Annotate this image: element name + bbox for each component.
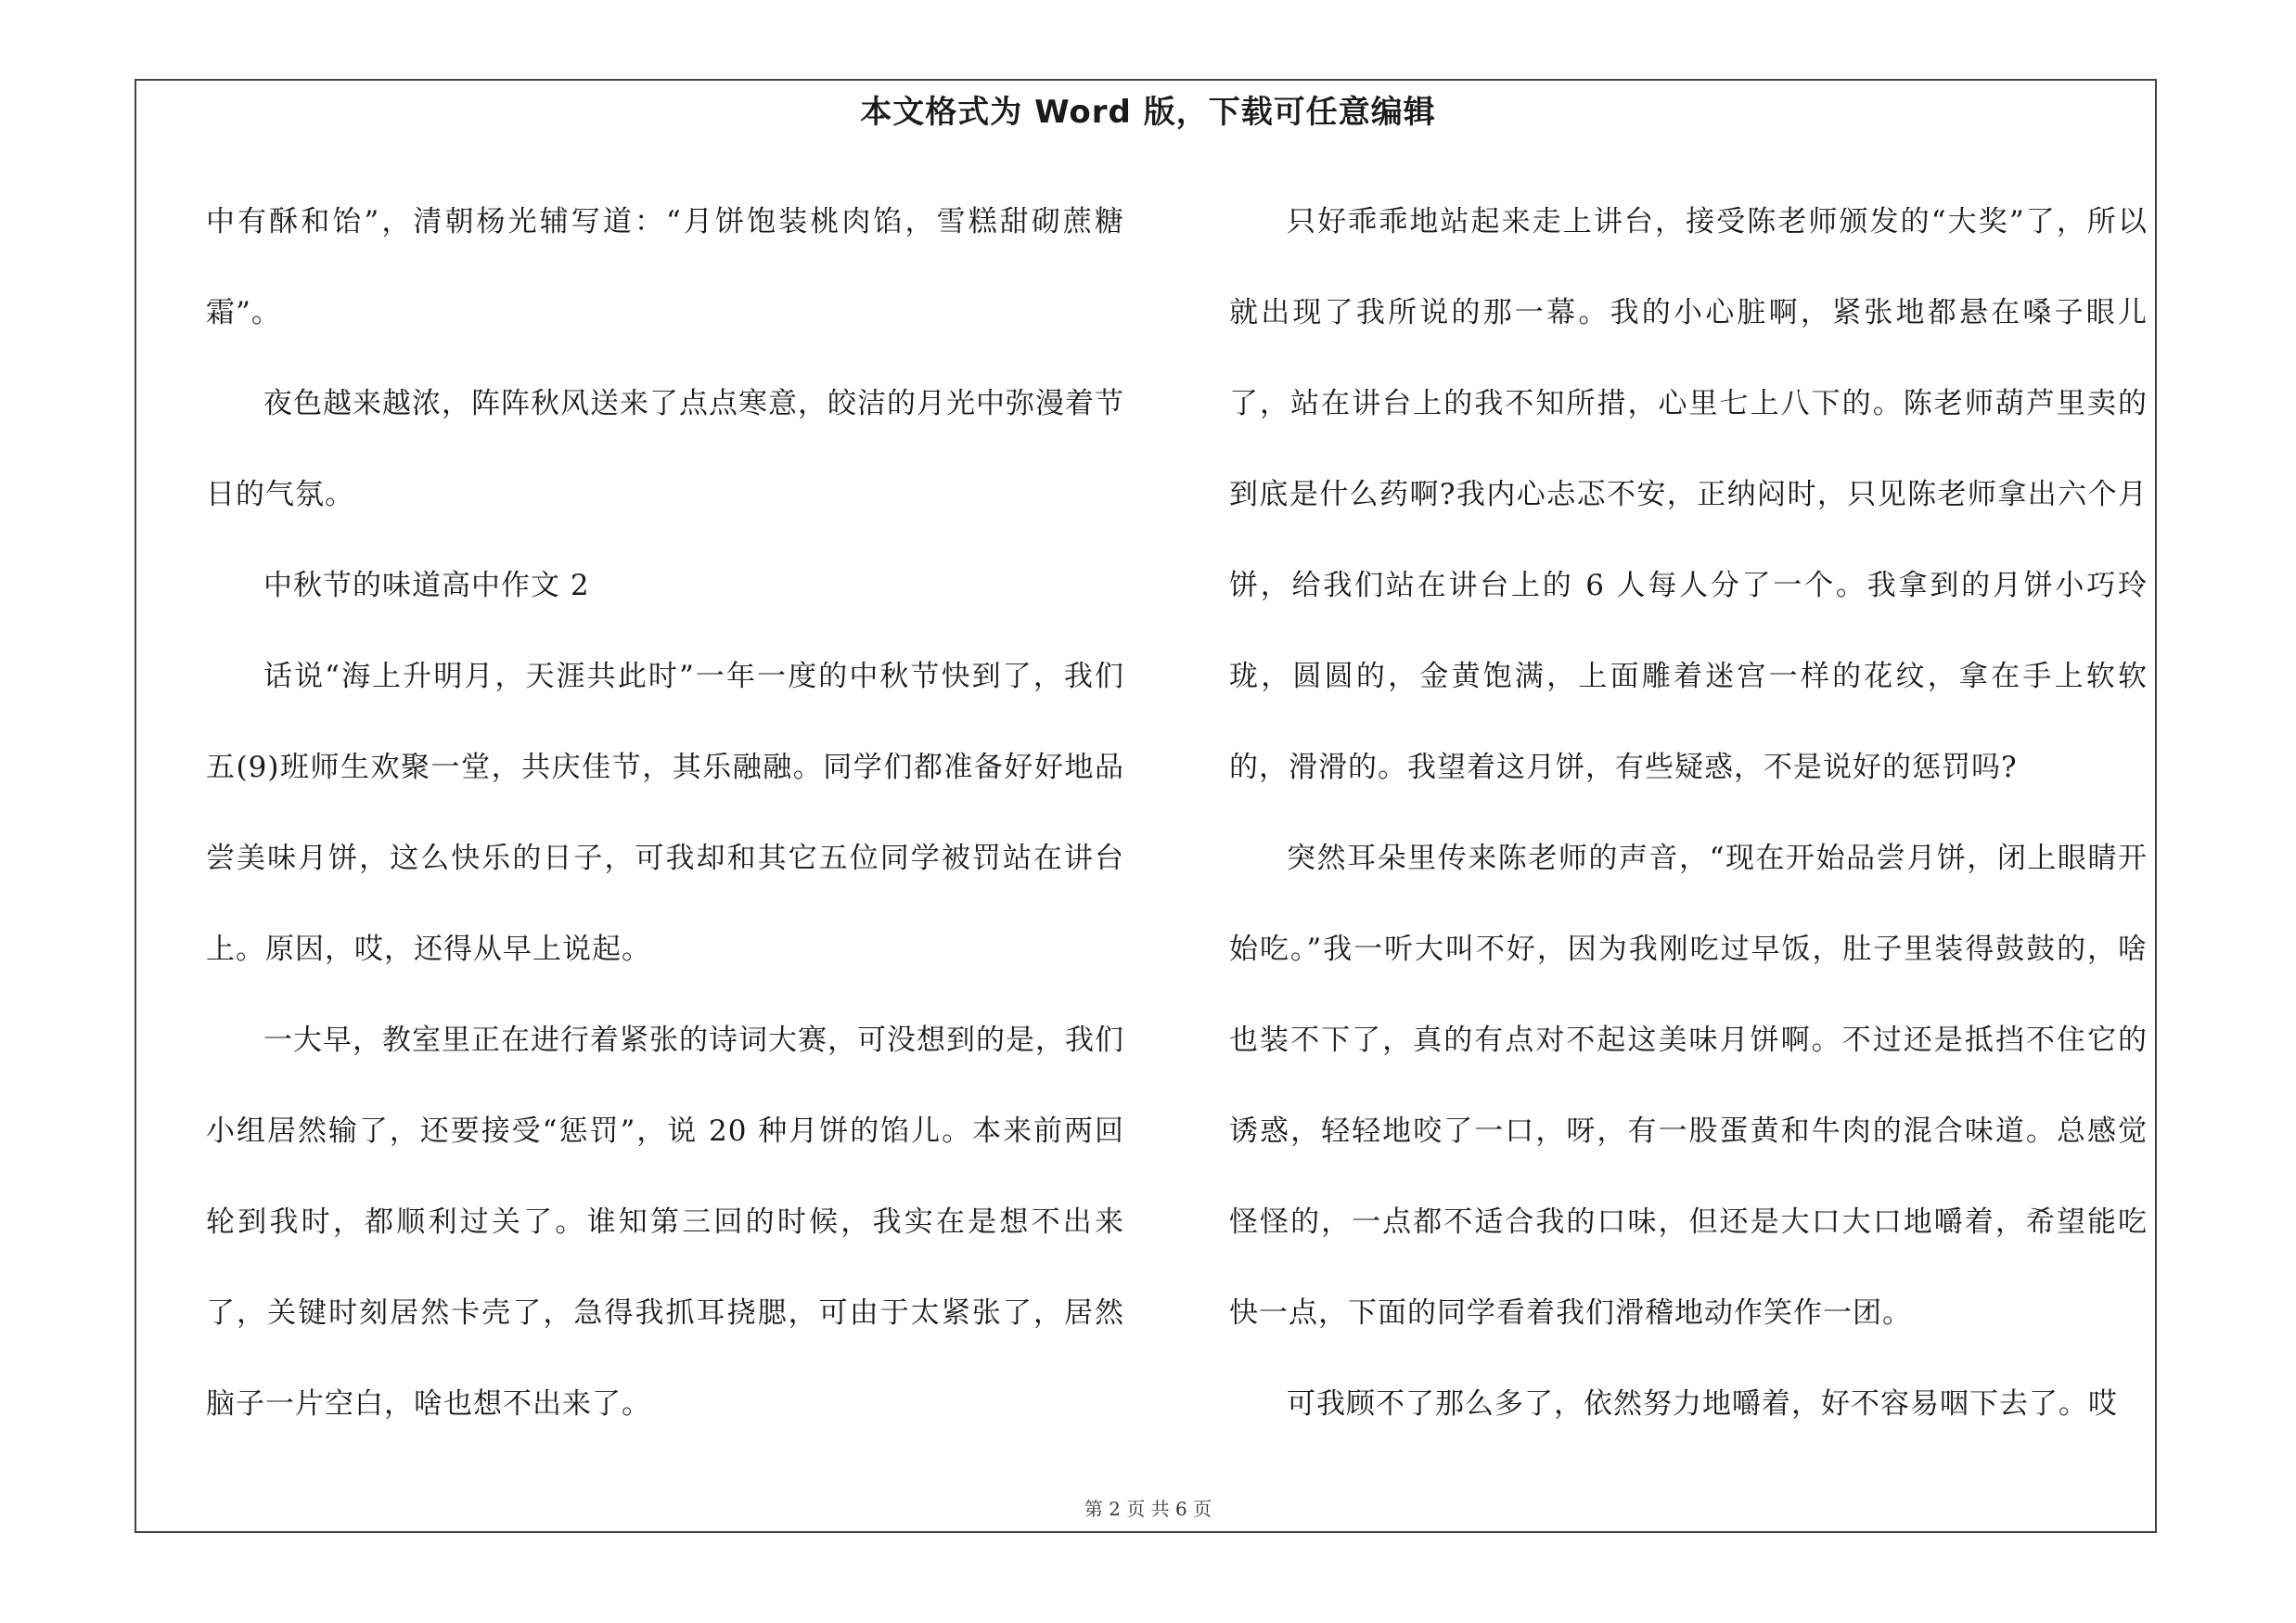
- paragraph: 话说“海上升明月，天涯共此时”一年一度的中秋节快到了，我们五(9)班师生欢聚一堂，共庆佳节，其乐融融。同学们都准备好好地品尝美味月饼，这么快乐的日子，可我却和其它五位同学被罚站在讲台上。原因，哎，还得从早上说起。: [206, 660, 1124, 966]
- header-banner: 本文格式为 Word 版，下载可任意编辑: [860, 94, 1436, 131]
- paragraph: 一大早，教室里正在进行着紧张的诗词大赛，可没想到的是，我们小组居然输了，还要接受“惩罚”，说 20 种月饼的馅儿。本来前两回轮到我时，都顺利过关了。谁知第三回的时候，我实在是想不出来了，关键时刻居然卡壳了，急得我抓耳挠腮，可由于太紧张了，居然脑子一片空白，啥也想不出来了。: [206, 1024, 1124, 1421]
- right-column: [1229, 176, 2148, 1449]
- paragraph: 只好乖乖地站起来走上讲台，接受陈老师颁发的“大奖”了，所以就出现了我所说的那一幕。我的小心脏啊，紧张地都悬在嗓子眼儿了，站在讲台上的我不知所措，心里七上八下的。陈老师葫芦里卖的到底是什么药啊?我内心忐忑不安，正纳闷时，只见陈老师拿出六个月饼，给我们站在讲台上的 6 人每人分了一个。我拿到的月饼小巧玲珑，圆圆的，金黄饱满，上面雕着迷宫一样的花纹，拿在手上软软的，滑滑的。我望着这月饼，有些疑惑，不是说好的惩罚吗?: [1229, 205, 2148, 784]
- paragraph-continuation: 中有酥和饴”，清朝杨光辅写道：“月饼饱装桃肉馅，雪糕甜砌蔗糖霜”。: [206, 205, 1124, 329]
- paragraph: 突然耳朵里传来陈老师的声音，“现在开始品尝月饼，闭上眼睛开始吃。”我一听大叫不好，因为我刚吃过早饭，肚子里装得鼓鼓的，啥也装不下了，真的有点对不起这美味月饼啊。不过还是抵挡不住它的诱惑，轻轻地咬了一口，呀，有一股蛋黄和牛肉的混合味道。总感觉怪怪的，一点都不适合我的口味，但还是大口大口地嚼着，希望能吃快一点，下面的同学看着我们滑稽地动作笑作一团。: [1229, 842, 2148, 1330]
- left-column: [206, 176, 1124, 1449]
- section-heading: 中秋节的味道高中作文 2: [263, 569, 590, 602]
- paragraph: 夜色越来越浓，阵阵秋风送来了点点寒意，皎洁的月光中弥漫着节日的气氛。: [206, 387, 1124, 511]
- page-number: 第 2 页 共 6 页: [1084, 1498, 1212, 1520]
- paragraph-truncated: 可我顾不了那么多了，依然努力地嚼着，好不容易咽下去了。哎: [1287, 1387, 2118, 1421]
